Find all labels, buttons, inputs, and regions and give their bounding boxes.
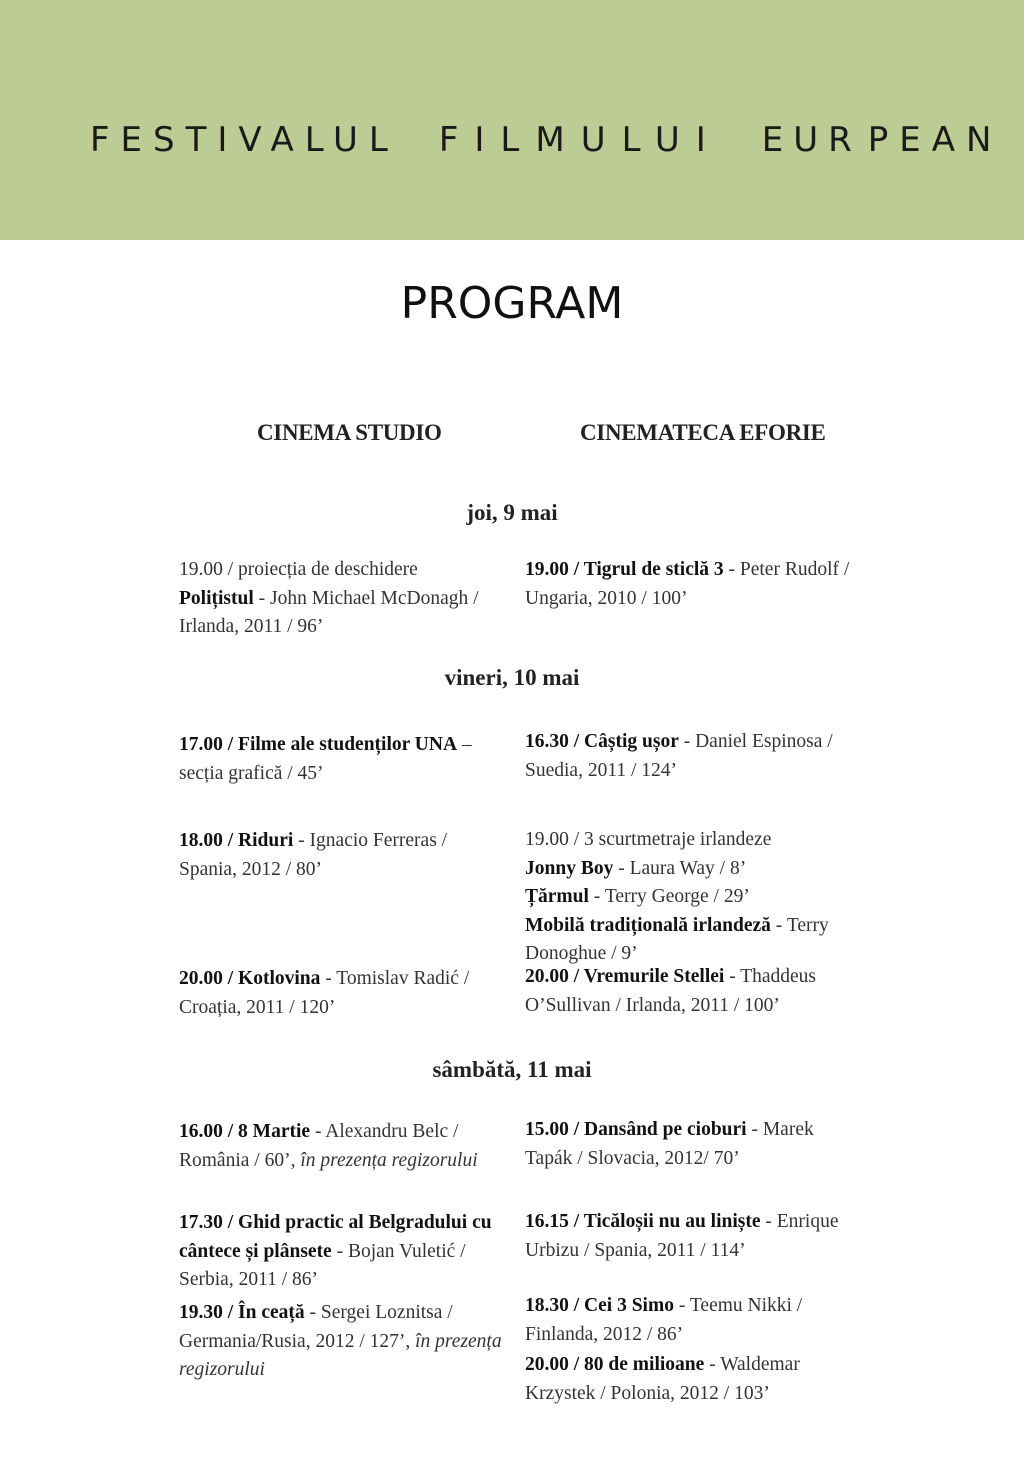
festival-word-1: FESTIVALUL (90, 120, 399, 160)
program-entry: 20.00 / Kotlovina - Tomislav Radić / Croația, 2011 / 120’ (179, 968, 470, 1018)
venue-left: CINEMA STUDIO (257, 420, 442, 445)
program-entry: 16.30 / Câștig ușor - Daniel Espinosa / Suedia, 2011 / 124’ (525, 731, 833, 781)
day-heading-3: sâmbătă, 11 mai (432, 1057, 592, 1082)
day-heading-2: vineri, 10 mai (444, 665, 580, 690)
program-entry: 20.00 / Vremurile Stellei - Thaddeus O’Sullivan / Irlanda, 2011 / 100’ (525, 966, 817, 1016)
festival-name (90, 118, 1003, 162)
program-entry: 15.00 / Dansând pe cioburi - Marek Tapák / Slovacia, 2012/ 70’ (525, 1119, 814, 1169)
page-title: PROGRAM (400, 278, 624, 329)
program-entry: 19.00 / proiecția de deschidere Polițistul - John Michael McDonagh / Irlanda, 2011 / 96’ (179, 559, 479, 637)
festival-word-3b: PEAN (867, 120, 1003, 160)
program-entry: 17.00 / Filme ale studenților UNA – secția grafică / 45’ (179, 734, 472, 784)
program-entry: 19.00 / 3 scurtmetraje irlandeze Jonny Boy - Laura Way / 8’ Țărmul - Terry George / 29’ Mobilă tradițională irlandeză - Terry Donoghue / 9’ (525, 829, 829, 964)
program-entry: 19.30 / În ceață - Sergei Loznitsa / Germania/Rusia, 2012 / 127’, în prezența regizorului (179, 1302, 502, 1380)
program-entry: 19.00 / Tigrul de sticlă 3 - Peter Rudolf / Ungaria, 2010 / 100’ (525, 559, 850, 609)
program-entry: 18.00 / Riduri - Ignacio Ferreras / Spania, 2012 / 80’ (179, 830, 448, 880)
program-entry: 17.30 / Ghid practic al Belgradului cu cântece și plânsete - Bojan Vuletić / Serbia, 2011 / 86’ (179, 1212, 492, 1290)
program-entry: 16.15 / Ticăloșii nu au liniște - Enrique Urbizu / Spania, 2011 / 114’ (525, 1211, 839, 1261)
festival-word-3a: EUR (761, 120, 862, 160)
program-entry: 18.30 / Cei 3 Simo - Teemu Nikki / Finlanda, 2012 / 86’ (525, 1295, 803, 1345)
program-entry: 16.00 / 8 Martie - Alexandru Belc / România / 60’, în prezența regizorului (179, 1121, 478, 1171)
venue-right: CINEMATECA EFORIE (580, 420, 826, 445)
festival-word-2: FILMULUI (438, 120, 722, 160)
day-heading-1: joi, 9 mai (466, 500, 558, 525)
program-entry: 20.00 / 80 de milioane - Waldemar Krzystek / Polonia, 2012 / 103’ (525, 1354, 800, 1404)
